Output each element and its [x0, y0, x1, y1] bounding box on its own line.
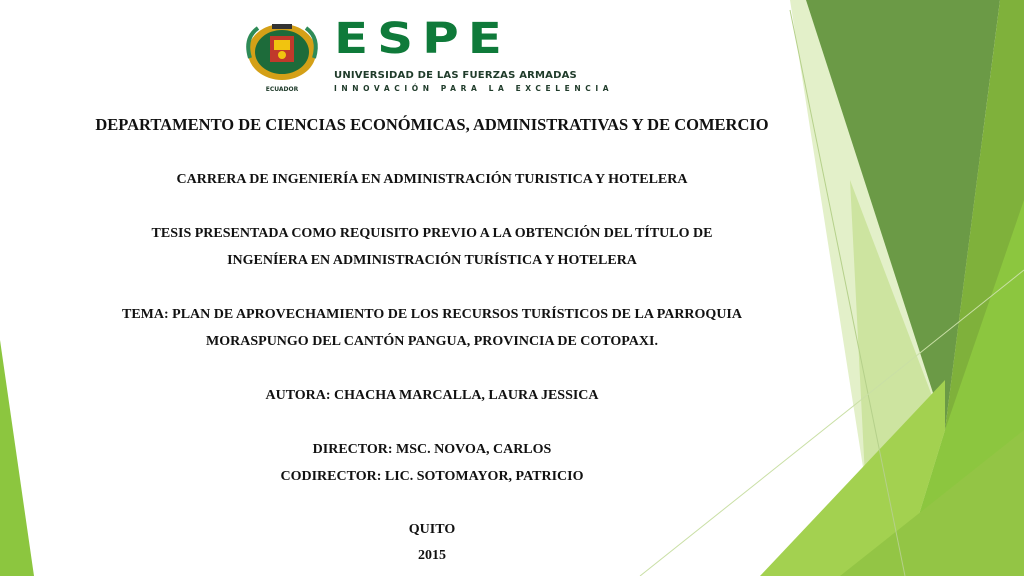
director-line: DIRECTOR: MSC. NOVOA, CARLOS: [312, 442, 552, 457]
year-line: 2015: [418, 548, 446, 563]
topic-line-1: TEMA: PLAN DE APROVECHAMIENTO DE LOS RECURSOS TURÍSTICOS DE LA PARROQUIA: [122, 307, 742, 322]
author-line: AUTORA: CHACHA MARCALLA, LAURA JESSICA: [265, 388, 599, 403]
brand-subtitle: UNIVERSIDAD DE LAS FUERZAS ARMADAS: [334, 70, 577, 81]
espe-wordmark: [334, 13, 614, 96]
espe-seal-logo: [236, 18, 328, 96]
thesis-line-1: TESIS PRESENTADA COMO REQUISITO PREVIO A LA OBTENCIÓN DEL TÍTULO DE: [151, 226, 713, 241]
brand-tagline: INNOVACIÓN PARA LA EXCELENCIA: [334, 84, 614, 93]
brand-name: ESPE: [334, 13, 511, 63]
left-bottom-facet: [0, 340, 34, 576]
thesis-line-2: INGENÍERA EN ADMINISTRACIÓN TURÍSTICA Y HOTELERA: [227, 253, 637, 268]
seal-caption: ECUADOR: [265, 86, 299, 93]
codirector-line: CODIRECTOR: LIC. SOTOMAYOR, PATRICIO: [280, 469, 584, 484]
topic-line-2: MORASPUNGO DEL CANTÓN PANGUA, PROVINCIA DE COTOPAXI.: [206, 334, 658, 349]
department-heading: DEPARTAMENTO DE CIENCIAS ECONÓMICAS, ADMINISTRATIVAS Y DE COMERCIO: [95, 115, 769, 134]
city-line: QUITO: [408, 522, 456, 537]
career-line: CARRERA DE INGENIERÍA EN ADMINISTRACIÓN TURISTICA Y HOTELERA: [176, 172, 688, 187]
university-header: [236, 13, 614, 96]
